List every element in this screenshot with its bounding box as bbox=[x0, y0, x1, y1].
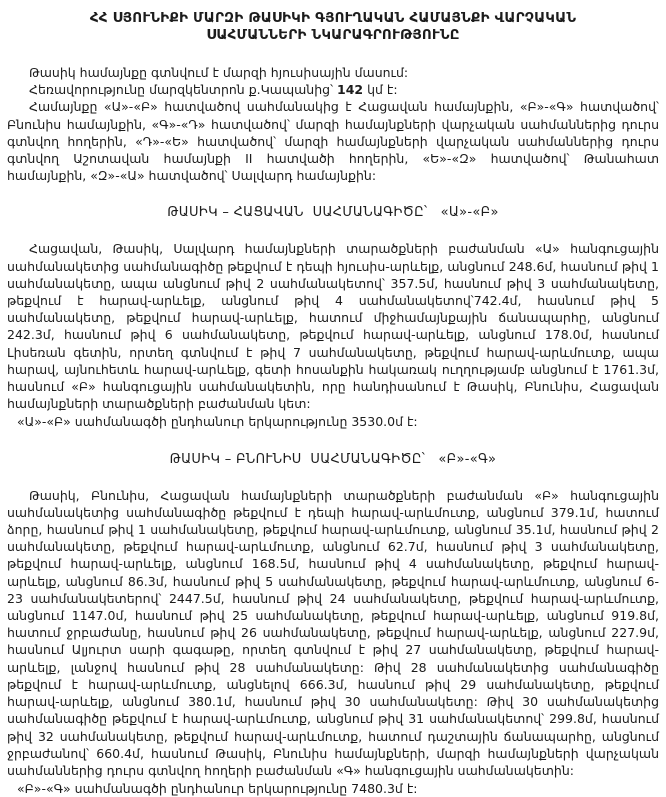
intro-block bbox=[7, 64, 659, 184]
section-heading-hatsavan: ԹԱՍԻԿ – ՀԱՑԱՎԱՆ ՍԱՀՄԱՆԱԳԻԾԸ՝ «Ա»-«Բ» bbox=[167, 205, 499, 221]
intro-paragraph-neighbors: Համայնքը «Ա»-«Բ» հատվածով սահմանակից է Հացավան համայնքին, «Բ»-«Գ» հատվածով՝ Բնունիս համայնքին, «Գ»-«Դ» հատվածով՝ մարզի համայնքների վարչական սահմաններից դուրս գտնվող հողերին, «Դ»-«Ե» հատվածով՝ մարզի համայնքների վարչական սահմաններից դուրս գտնվող Աշոտավան համայնքի II հատվածի հողերին, «Ե»-«Զ» հատվածով՝ Թանահատ համայնքին, «Զ»-«Ա» հատվածով՝ Սալվարդ համայնքին: bbox=[7, 99, 659, 184]
page-title-line1: ՀՀ ՍՅՈՒՆԻՔԻ ՄԱՐԶԻ ԹԱՍԻԿԻ ԳՅՈՒՂԱԿԱՆ ՀԱՄԱՅՆՔԻ ՎԱՐՉԱԿԱՆ bbox=[89, 10, 577, 26]
section-tasik-hatsavan bbox=[7, 205, 659, 430]
section-heading-bnunis: ԹԱՍԻԿ – ԲՆՈՒՆԻՍ ՍԱՀՄԱՆԱԳԻԾԸ՝ «Բ»-«Գ» bbox=[169, 451, 497, 467]
intro-paragraph-location: Թասիկ համայնքը գտնվում է մարզի հյուսիսային մասում: bbox=[29, 65, 409, 80]
section-total-bnunis: «Բ»-«Գ» սահմանագծի ընդհանուր երկարությունը 7480.3մ է: bbox=[17, 781, 418, 797]
section-tasik-bnunis bbox=[7, 452, 659, 797]
intro-paragraph-distance bbox=[7, 81, 659, 98]
section-body-hatsavan: Հացավան, Թասիկ, Սալվարդ համայնքների տարածքների բաժանման «Ա» հանգուցային սահմանակետից սահմանագիծը թեքվում է դեպի հյուսիս-արևելք, անցնում 248.6մ, հասնում թիվ 1 սահմանակետը, ապա անցնում թիվ 2 սահմանակետով՝ 357.5մ, հասնում թիվ 3 սահմանակետը, թեքվում է հարավ-արևելք, անցնում թիվ 4 սահմանակետով՝742.4մ, հասնում թիվ 5 սահմանակետը, թեքվում հարավ-արևելք, հատում միջհամայնքային ճանապարհը, անցնում 242.3մ, հասնում թիվ 6 սահմանակետը, թեքվում հարավ-արևելք, անցնում 178.0մ, հասնում Լիսեռան գետին, որտեղ գտնվում է թիվ 7 սահմանակետը, թեքվում հարավ-արևմուտք, ապա հարավ, այնուհետև հարավ-արևելք, գետի հոսանքին հակառակ ուղղությամբ անցնում է 1761.3մ, հասնում «Բ» հանգուցային սահմանակետին, որը հանդիսանում է Թասիկ, Բնունիս, Հացավան համայնքների տարածքների բաժանման կետ: bbox=[7, 241, 659, 412]
section-body-bnunis: Թասիկ, Բնունիս, Հացավան համայնքների տարածքների բաժանման «Բ» հանգուցային սահմանակետից սահմանագիծը թեքվում է դեպի հարավ-արևմուտք, անցնում 379.1մ, հատում ձորը, հասնում թիվ 1 սահմանակետը, թեքվում հարավ-արևմուտք, անցնում 35.1մ, հասնում թիվ 2 սահմանակետը, թեքվում հարավ-արևմուտք, անցնում 62.7մ, հասնում թիվ 3 սահմանակետը, թեքվում հարավ-արևելք, անցնում 168.5մ, հասնում թիվ 4 սահմանակետը, թեքվում հարավ-արևելք, անցնում 86.3մ, հասնում թիվ 5 սահմանակետը, թեքվում հարավ-արևմուտք, անցնում 6-23 սահմանակետերով՝ 2447.5մ, հասնում թիվ 24 սահմանակետը, թեքվում հարավ-արևմուտք, անցնում 1147.0մ, հասնում թիվ 25 սահմանակետը, թեքվում հարավ-արևելք, անցնում 919.8մ, հատում ջրբաժանը, հասնում թիվ 26 սահմանակետը, թեքվում հարավ-արևելք, անցնում 227.9մ, հասնում Ալյուրտ սարի գագաթը, որտեղ գտնվում է թիվ 27 սահմանակետը, թեքվում հարավ-արևելք, լանջով հասնում թիվ 28 սահմանակետը: Թիվ 28 սահմանակետից սահմանագիծը թեքվում է հարավ-արևմուտք, անցնելով 666.3մ, հասնում թիվ 29 սահմանակետը, թեքվում հարավ-արևելք, անցնում 380.1մ, հասնում թիվ 30 սահմանակետը: Թիվ 30 սահմանակետից սահմանագիծը թեքվում է հարավ-արևմուտք, անցնում թիվ 31 սահմանակետով՝ 299.8մ, հասնում թիվ 32 սահմանակետը, թեքվում հարավ-արևմուտք, հատում դաշտային ճանապարհը, անցնում ջրբաժանով՝ 660.4մ, հասնում Թասիկ, Բնունիս համայնքների, մարզի համայնքների վարչական սահմաններից դուրս գտնվող հողերի բաժանման «Գ» հանգուցային սահմանակետին: bbox=[7, 487, 659, 778]
distance-value: 142 bbox=[337, 82, 364, 98]
page-title-line2: ՍԱՀՄԱՆՆԵՐԻ ՆԿԱՐԱԳՐՈՒԹՅՈՒՆԸ bbox=[206, 27, 460, 43]
distance-text-prefix: Հեռավորությունը մարզկենտրոն ք.Կապանից՝ bbox=[29, 82, 338, 98]
page-title bbox=[37, 10, 629, 44]
distance-text-suffix: կմ է: bbox=[363, 82, 398, 98]
section-total-hatsavan: «Ա»-«Բ» սահմանագծի ընդհանուր երկարությունը 3530.0մ է: bbox=[17, 414, 418, 430]
